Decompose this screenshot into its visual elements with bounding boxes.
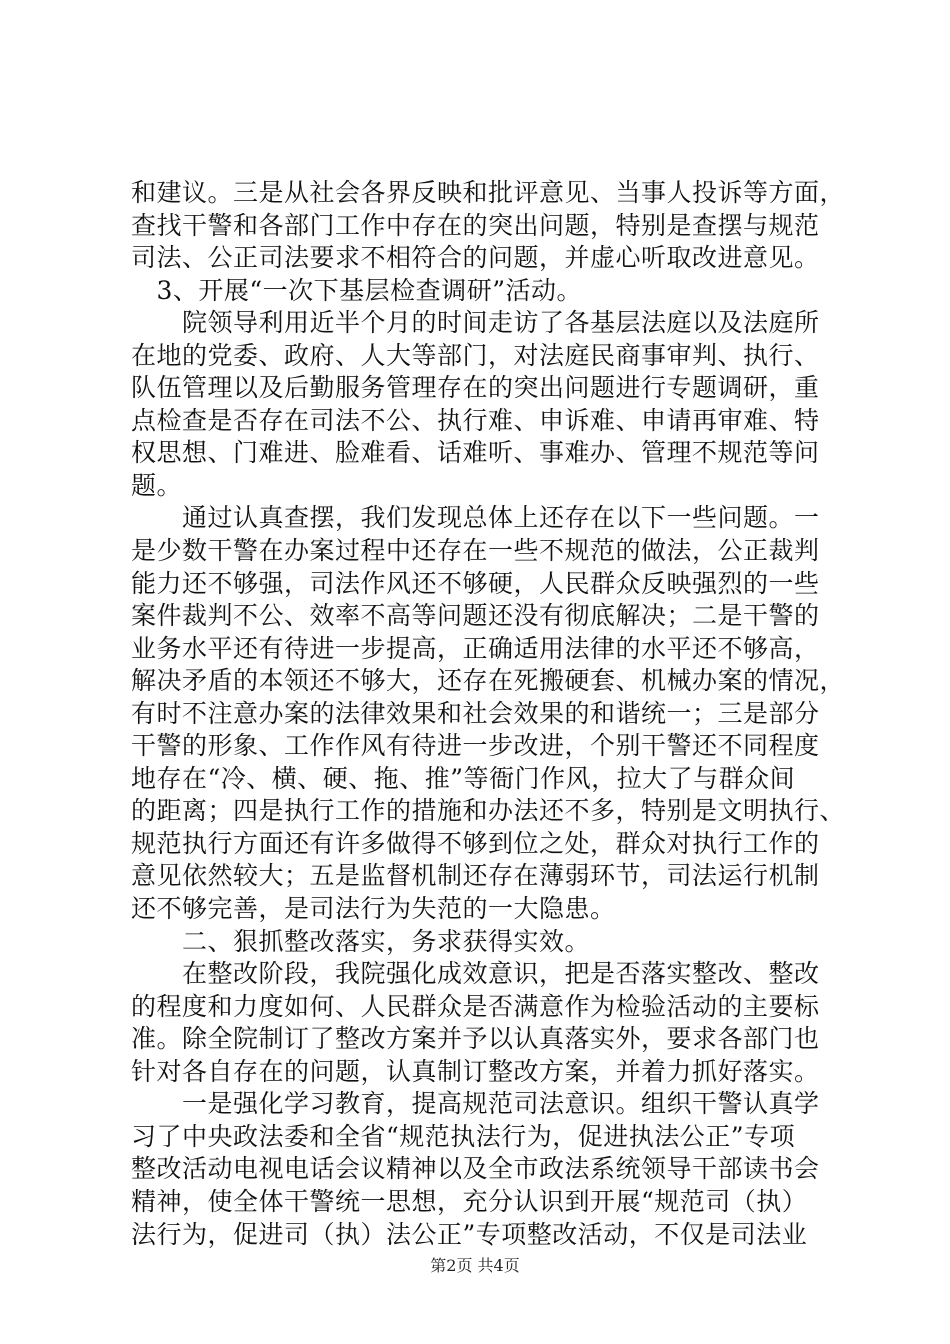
text-line: 司法、公正司法要求不相符合的问题，并虚心听取改进意见。 xyxy=(131,243,820,273)
text-line: 通过认真查摆，我们发现总体上还存在以下一些问题。一 xyxy=(131,503,820,533)
text-line: 习了中央政法委和全省“规范执法行为，促进执法公正”专项 xyxy=(131,1121,796,1151)
text-line: 法行为，促进司（执）法公正”专项整改活动，不仅是司法业 xyxy=(131,1219,808,1249)
text-line: 3、开展“一次下基层检查调研”活动。 xyxy=(131,275,582,305)
text-line: 和建议。三是从社会各界反映和批评意见、当事人投诉等方面， xyxy=(131,178,846,207)
text-line: 在整改阶段，我院强化成效意识，把是否落实整改、整改 xyxy=(131,959,820,989)
text-line: 的距离；四是执行工作的措施和办法还不多，特别是文明执行、 xyxy=(131,796,846,826)
text-line: 点检查是否存在司法不公、执行难、申诉难、申请再审难、特 xyxy=(131,405,820,435)
text-line: 还不够完善，是司法行为失范的一大隐患。 xyxy=(131,894,616,924)
text-line: 地存在“冷、横、硬、拖、推”等衙门作风，拉大了与群众间 xyxy=(131,763,796,793)
body-text xyxy=(131,177,846,1251)
text-line: 在地的党委、政府、人大等部门，对法庭民商事审判、执行、 xyxy=(131,340,820,370)
text-line: 一是强化学习教育，提高规范司法意识。组织干警认真学 xyxy=(131,1089,820,1119)
text-line: 意见依然较大；五是监督机制还存在薄弱环节，司法运行机制 xyxy=(131,861,820,891)
text-line: 的程度和力度如何、人民群众是否满意作为检验活动的主要标 xyxy=(131,991,820,1021)
text-line: 二、狠抓整改落实，务求获得实效。 xyxy=(131,926,591,956)
text-line: 能力还不够强，司法作风还不够硬，人民群众反映强烈的一些 xyxy=(131,568,820,598)
text-line: 准。除全院制订了整改方案并予以认真落实外，要求各部门也 xyxy=(131,1024,820,1054)
text-line: 是少数干警在办案过程中还存在一些不规范的做法，公正裁判 xyxy=(131,536,820,566)
text-line: 解决矛盾的本领还不够大，还存在死搬硬套、机械办案的情况， xyxy=(131,666,846,696)
text-line: 整改活动电视电话会议精神以及全市政法系统领导干部读书会 xyxy=(131,1154,820,1184)
text-line: 队伍管理以及后勤服务管理存在的突出问题进行专题调研，重 xyxy=(131,373,820,403)
text-line: 精神，使全体干警统一思想，充分认识到开展“规范司（执） xyxy=(131,1186,808,1216)
text-line: 案件裁判不公、效率不高等问题还没有彻底解决；二是干警的 xyxy=(131,601,820,631)
text-line: 有时不注意办案的法律效果和社会效果的和谐统一；三是部分 xyxy=(131,698,820,728)
text-line: 院领导利用近半个月的时间走访了各基层法庭以及法庭所 xyxy=(131,308,820,338)
page-number-footer: 第2页 共4页 xyxy=(430,1256,520,1275)
text-line: 针对各自存在的问题，认真制订整改方案，并着力抓好落实。 xyxy=(131,1056,820,1086)
text-line: 业务水平还有待进一步提高，正确适用法律的水平还不够高， xyxy=(131,633,820,663)
text-line: 题。 xyxy=(131,470,183,500)
text-line: 规范执行方面还有许多做得不够到位之处，群众对执行工作的 xyxy=(131,828,820,858)
text-line: 查找干警和各部门工作中存在的突出问题，特别是查摆与规范 xyxy=(131,210,820,240)
text-line: 干警的形象、工作作风有待进一步改进，个别干警还不同程度 xyxy=(131,731,820,761)
text-line: 权思想、门难进、脸难看、话难听、事难办、管理不规范等问 xyxy=(131,438,820,468)
